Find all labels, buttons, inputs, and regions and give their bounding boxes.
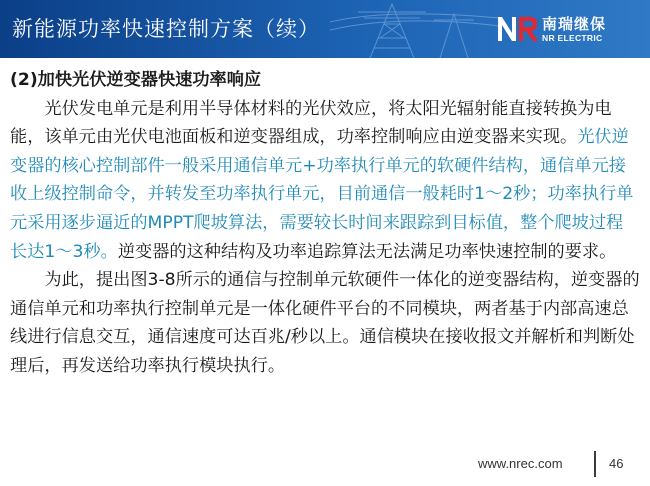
paragraph-intro-text: 光伏发电单元是利用半导体材料的光伏效应，将太阳光辐射能直接转换为电能，该单元由光伏电池面板和逆变器组成，功率控制响应由逆变器来实现。 [10, 98, 612, 148]
transmission-tower-graphic [330, 0, 500, 58]
nr-logo-icon [496, 13, 540, 45]
logo-text-en: NR ELECTRIC [542, 33, 603, 43]
logo-text-cn: 南瑞继保 [542, 15, 607, 33]
section-heading: (2)加快光伏逆变器快速功率响应 [10, 70, 262, 90]
paragraph-outro-text: 逆变器的这种结构及功率追踪算法无法满足功率快速控制的要求。 [117, 241, 617, 262]
page-title: 新能源功率快速控制方案（续） [12, 17, 320, 41]
footer-website: www.nrec.com [478, 456, 563, 471]
company-logo [496, 12, 646, 46]
paragraph-highlight-text: 光伏逆变器的核心控制部件一般采用通信单元+功率执行单元的软硬件结构，通信单元接收上级控制命令，并转发至功率执行单元，目前通信一般耗时1～2秒；功率执行单元采用逐步逼近的MPPT爬坡算法，需要较长时间来跟踪到目标值，整个爬坡过程长达1～3秒。 [10, 127, 634, 262]
footer-divider [594, 451, 596, 477]
paragraph-proposal: 为此，提出图3-8所示的通信与控制单元软硬件一体化的逆变器结构，逆变器的通信单元和功率执行控制单元是一体化硬件平台的不同模块，两者基于内部高速总线进行信息交互，通信速度可达百兆/秒以上。通信模块在接收报文并解析和判断处理后，再发送给功率执行模块执行。 [10, 270, 640, 376]
slide-body [10, 66, 640, 381]
slide-header [0, 0, 650, 58]
paragraph-inverter-intro [10, 95, 640, 267]
page-number: 46 [609, 456, 624, 471]
